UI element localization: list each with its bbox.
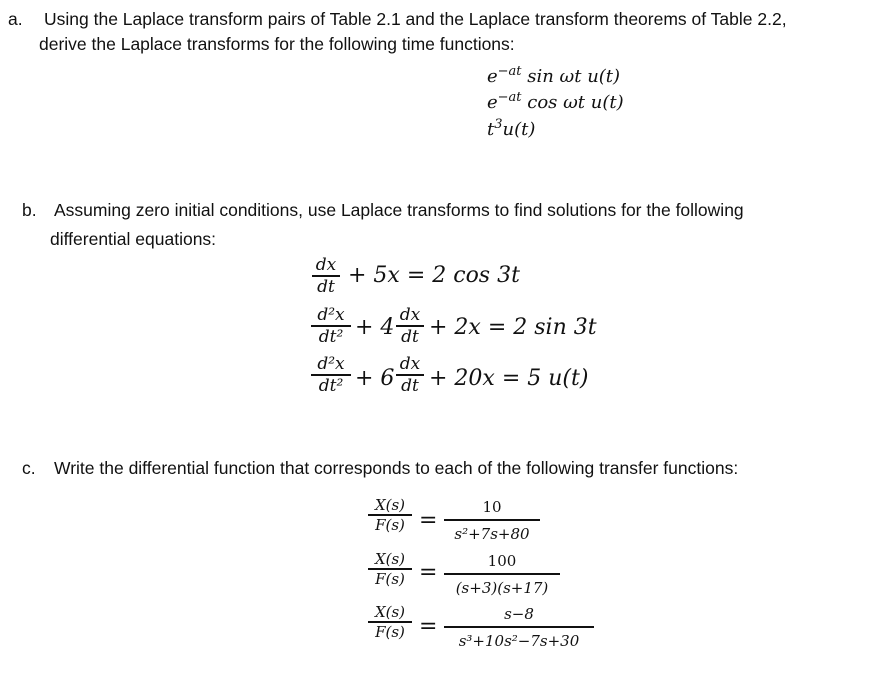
tfn2-rhs-numerator: 100 (487, 552, 517, 570)
tfn3-rhs-numerator: s−8 (504, 605, 534, 623)
tfn3-rhs-bar (444, 626, 594, 628)
time-function-2 (487, 90, 624, 113)
eq3-second-derivative-denominator: dt² (318, 375, 344, 396)
tfn1-lhs-numerator: X(s) (374, 496, 406, 514)
eq1-derivative-denominator: dt (317, 276, 335, 297)
tfn3-lhs-denominator: F(s) (375, 622, 405, 641)
tf2-exponent: −at (497, 90, 522, 105)
tfn2-rhs-bar (444, 573, 560, 575)
tfn3-lhs-numerator: X(s) (374, 603, 406, 621)
tfn2-rhs-denominator: (s+3)(s+17) (455, 578, 549, 597)
tfn2-lhs (368, 550, 412, 588)
tfn3-equals: = (419, 614, 438, 639)
tf3-exponent: 3 (494, 117, 503, 132)
tfn1-rhs-numerator: 10 (482, 498, 502, 516)
tf1-exponent: −at (497, 64, 522, 79)
eq3-second-derivative (311, 354, 351, 396)
eq3-coefficient: + 6 (355, 366, 395, 391)
eq2-second-derivative (311, 305, 351, 347)
tf1-base: e (487, 66, 498, 87)
tfn1-lhs (368, 496, 412, 534)
part-a-marker: a. (8, 9, 23, 29)
tfn3-lhs (368, 603, 412, 641)
part-c-marker: c. (22, 458, 36, 478)
eq1-remainder: + 5x = 2 cos 3t (348, 263, 520, 288)
eq2-first-derivative (396, 305, 424, 347)
tfn1-rhs-bar (444, 519, 540, 521)
eq3-first-derivative-denominator: dt (401, 375, 419, 396)
tfn1-rhs (444, 498, 540, 543)
part-a-instruction-line2: derive the Laplace transforms for the following time functions: (39, 34, 515, 54)
tfn3-rhs-denominator: s³+10s²−7s+30 (458, 631, 580, 650)
tfn1-lhs-denominator: F(s) (375, 515, 405, 534)
tf1-rest: sin ωt u(t) (521, 66, 621, 87)
eq1-derivative-numerator: dx (315, 255, 337, 275)
tf3-rest: u(t) (502, 119, 536, 140)
tfn1-equals: = (419, 508, 438, 533)
tf3-base: t (487, 119, 495, 140)
part-b-marker: b. (22, 200, 37, 220)
eq3-first-derivative (396, 354, 424, 396)
part-b-instruction-line2: differential equations: (50, 229, 217, 249)
eq2-first-derivative-denominator: dt (401, 326, 419, 347)
eq3-second-derivative-numerator: d²x (317, 354, 345, 374)
part-c-instruction-line1: Write the differential function that corresponds to each of the following transfer functions: (54, 458, 739, 478)
eq2-first-derivative-numerator: dx (399, 305, 421, 325)
part-a-instruction-line1: Using the Laplace transform pairs of Table 2.1 and the Laplace transform theorems of Table 2.2, (44, 9, 787, 29)
eq3-tail: + 20x = 5 u(t) (429, 366, 589, 391)
tfn2-lhs-denominator: F(s) (375, 569, 405, 588)
eq3-first-derivative-numerator: dx (399, 354, 421, 374)
eq2-second-derivative-denominator: dt² (318, 326, 344, 347)
tfn2-lhs-numerator: X(s) (374, 550, 406, 568)
eq2-second-derivative-numerator: d²x (317, 305, 345, 325)
time-function-1 (487, 64, 620, 87)
part-b-instruction-line1: Assuming zero initial conditions, use Laplace transforms to find solutions for the following (54, 200, 744, 220)
tf2-rest: cos ωt u(t) (521, 92, 624, 113)
tf2-base: e (487, 92, 498, 113)
eq1-derivative (312, 255, 340, 297)
tfn2-equals: = (419, 560, 438, 585)
tfn2-rhs (444, 552, 560, 597)
eq2-coefficient: + 4 (355, 315, 395, 340)
tfn3-rhs (444, 605, 594, 650)
time-function-3 (487, 117, 535, 140)
eq2-tail: + 2x = 2 sin 3t (429, 315, 597, 340)
tfn1-rhs-denominator: s²+7s+80 (454, 524, 530, 543)
